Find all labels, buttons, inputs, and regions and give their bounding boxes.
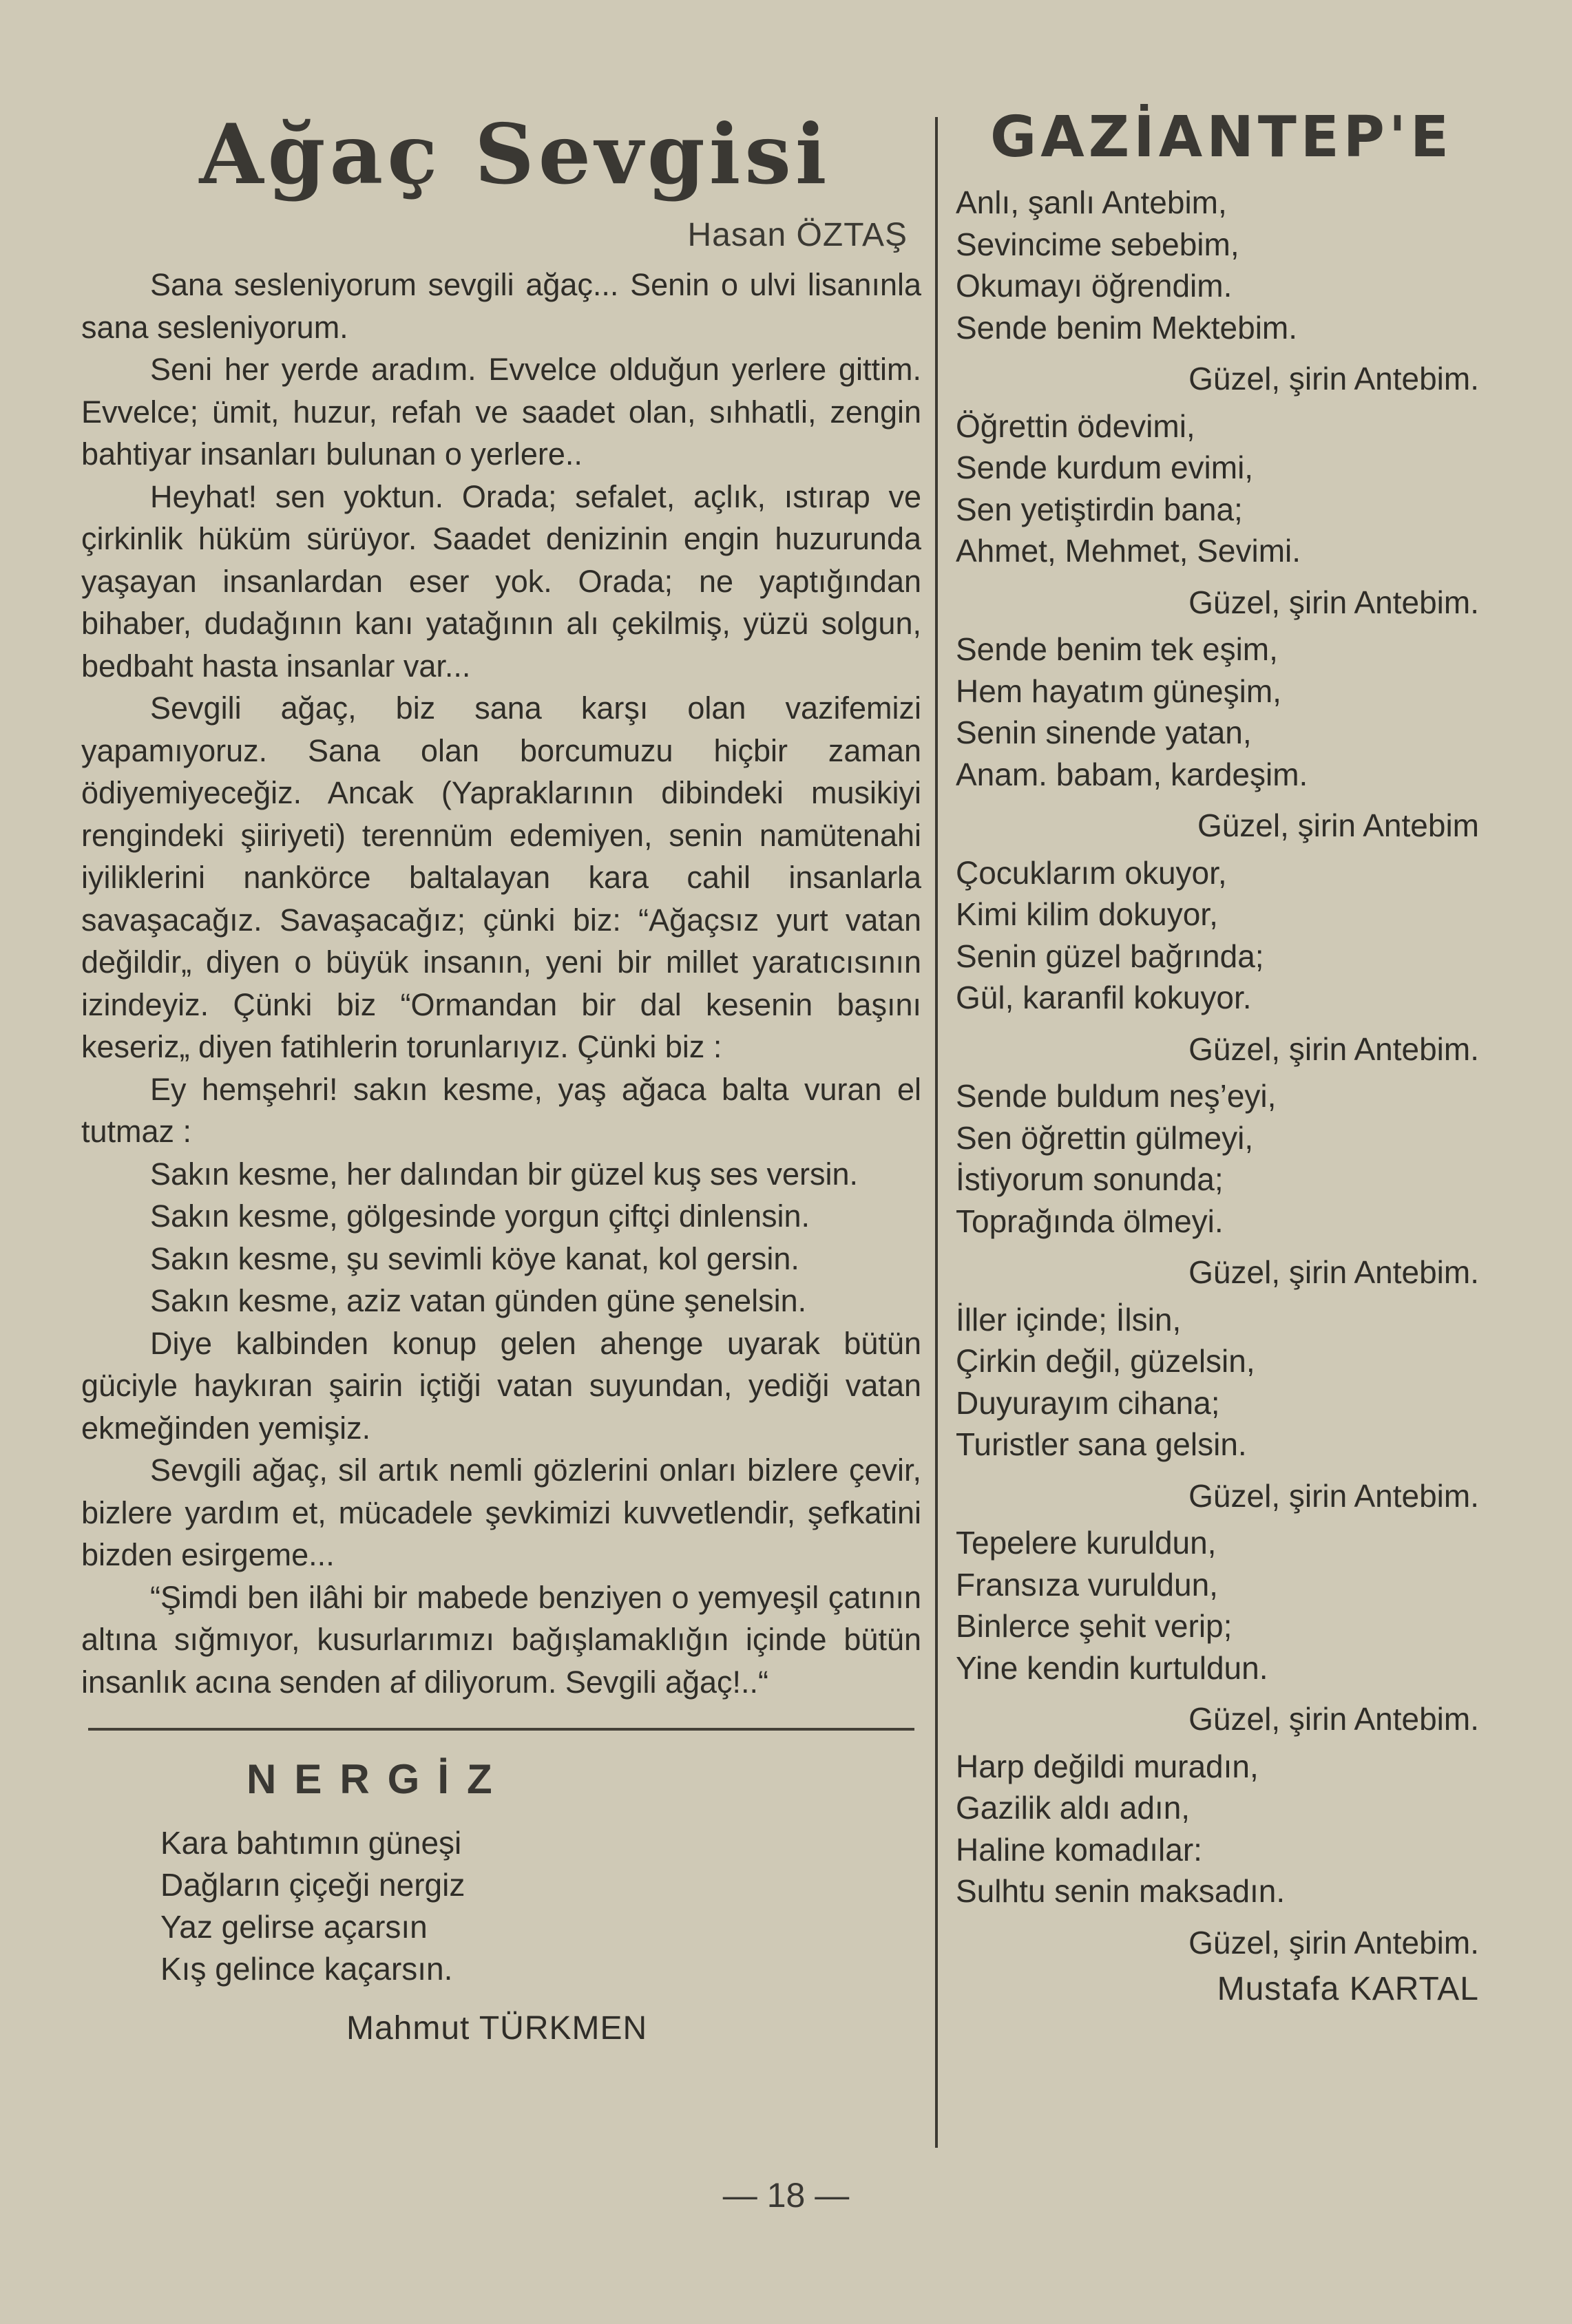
- article-verse: Ey hemşehri! sakın kesme, yaş ağaca balta vuran el tutmaz :: [81, 1071, 921, 1149]
- poem-line: Yaz gelirse açarsın: [160, 1909, 428, 1945]
- nergiz-title: NERGİZ: [247, 1756, 510, 1802]
- poem-stanza: [956, 182, 1479, 400]
- poem-line: Toprağında ölmeyi.: [956, 1203, 1224, 1239]
- left-column: [81, 103, 921, 2047]
- poem-line: Sende benim Mektebim.: [956, 309, 1298, 346]
- article-paragraph: Seni her yerde aradım. Evvelce olduğun yerlere gittim. Evvelce; ümit, huzur, refah ve saadet olan, sıhhatli, zengin bahtiyar insanları bulunan o yerlere..: [81, 352, 921, 472]
- poem-stanzas: [956, 182, 1479, 1963]
- page-number: — 18 —: [722, 2176, 850, 2215]
- poem-line: Gül, karanfil kokuyor.: [956, 980, 1252, 1015]
- poem-line: İstiyorum sonunda;: [956, 1161, 1224, 1197]
- article-verse: Sakın kesme, gölgesinde yorgun çiftçi dinlensin.: [150, 1198, 810, 1234]
- article-paragraph: Sevgili ağaç, biz sana karşı olan vazifemizi yapamıyoruz. Sana olan borcumuzu hiçbir zaman ödiyemiyeceğiz. Ancak (Yapraklarının dibindeki musikiyi rengindeki şiiriyeti) terennüm edemiyen, senin namütenahi iyiliklerini nankörce baltalayan kara cahil insanlarla savaşacağız. Savaşacağız; çünki biz: “Ağaçsız yurt vatan değildir„ diyen o büyük insanın, yeni bir millet yaratıcısının izindeyiz. Çünki biz “Ormandan bir dal kesenin başını keseriz„ diyen fatihlerin torunlarıyız. Çünki biz :: [81, 690, 921, 1064]
- poem-line: Senin güzel bağrında;: [956, 938, 1264, 974]
- poem-stanza: [956, 628, 1479, 847]
- poem-line: Binlerce şehit verip;: [956, 1608, 1233, 1644]
- article-title: Ağaç Sevgisi: [199, 106, 831, 203]
- poem-line: Kimi kilim dokuyor,: [956, 896, 1218, 932]
- right-column: [956, 103, 1479, 2008]
- poem-line: Yine kendin kurtuldun.: [956, 1649, 1268, 1686]
- article-body: [81, 264, 921, 1703]
- article-paragraph: Sana sesleniyorum sevgili ağaç... Senin o ulvi lisanınla sana sesleniyorum.: [81, 267, 921, 345]
- poem-line: Gazilik aldı adın,: [956, 1790, 1191, 1826]
- column-divider: [935, 117, 938, 2148]
- poem-stanza: [956, 1522, 1479, 1740]
- poem-line: Çirkin değil, güzelsin,: [956, 1343, 1255, 1379]
- poem-line: Sulhtu senin maksadın.: [956, 1873, 1286, 1909]
- article-verse: Sakın kesme, aziz vatan günden güne şenelsin.: [150, 1283, 807, 1318]
- poem-line: Ahmet, Mehmet, Sevimi.: [956, 533, 1301, 569]
- poem-line: Sen öğrettin gülmeyi,: [956, 1119, 1254, 1156]
- poem-line: Sevincime sebebim,: [956, 226, 1239, 262]
- poem-refrain: Güzel, şirin Antebim.: [1188, 1701, 1479, 1737]
- poem-line: Harp değildi muradın,: [956, 1748, 1259, 1784]
- nergiz-author: Mahmut TÜRKMEN: [346, 2010, 648, 2047]
- poem-stanza: [956, 1746, 1479, 1964]
- poem-line: Turistler sana gelsin.: [956, 1426, 1247, 1462]
- poem-stanza: [956, 405, 1479, 624]
- poem-refrain: Güzel, şirin Antebim: [1197, 807, 1479, 843]
- poem-stanza: [956, 1075, 1479, 1293]
- poem-line: Çocuklarım okuyor,: [956, 854, 1227, 891]
- section-divider: [88, 1728, 914, 1731]
- poem-line: Öğrettin ödevimi,: [956, 408, 1195, 444]
- nergiz-poem: [160, 1822, 921, 1990]
- poem-line: Sende benim tek eşim,: [956, 631, 1278, 667]
- article-verse: Sakın kesme, şu sevimli köye kanat, kol gersin.: [150, 1240, 799, 1276]
- poem-refrain: Güzel, şirin Antebim.: [1188, 361, 1479, 397]
- poem-line: Hem hayatım güneşim,: [956, 673, 1281, 709]
- poem-stanza: [956, 1299, 1479, 1517]
- article-paragraph: “Şimdi ben ilâhi bir mabede benziyen o yemyeşil çatının altına sığmıyor, kusurlarımızı bağışlamaklığın içinde bütün insanlık acına senden af diliyorum. Sevgili ağaç!..“: [81, 1579, 921, 1700]
- article-paragraph: Sevgili ağaç, sil artık nemli gözlerini onları bizlere çevir, bizlere yardım et, mücadele şevkimizi kuvvetlendir, şefkatini bizden esirgeme...: [81, 1452, 921, 1572]
- poem-line: Senin sinende yatan,: [956, 715, 1252, 750]
- article-paragraph: Diye kalbinden konup gelen ahenge uyarak bütün güciyle haykıran şairin içtiği vatan suyundan, yediği vatan ekmeğinden yemişiz.: [81, 1325, 921, 1446]
- poem-line: Sende buldum neş’eyi,: [956, 1078, 1277, 1114]
- poem-line: Sen yetiştirdin bana;: [956, 491, 1243, 527]
- article-paragraph: Heyhat! sen yoktun. Orada; sefalet, açlık, ıstırap ve çirkinlik hüküm sürüyor. Saadet denizinin engin huzurunda yaşayan insanlardan eser yok. Orada; ne yaptığından bihaber, dudağının kanı yatağının alı çekilmiş, yüzü solgun, bedbaht hasta insanlar var...: [81, 478, 921, 684]
- poem-line: Haline komadılar:: [956, 1831, 1202, 1868]
- poem-line: İller içinde; İlsin,: [956, 1301, 1182, 1338]
- poem-line: Anam. babam, kardeşim.: [956, 756, 1308, 792]
- article-author: Hasan ÖZTAŞ: [687, 217, 908, 253]
- poem-line: Duyurayım cihana;: [956, 1384, 1220, 1421]
- poem-refrain: Güzel, şirin Antebim.: [1188, 584, 1479, 620]
- poem-line: Dağların çiçeği nergiz: [160, 1867, 465, 1903]
- poem-line: Okumayı öğrendim.: [956, 268, 1233, 304]
- poem-line: Anlı, şanlı Antebim,: [956, 184, 1227, 220]
- poem-line: Kış gelince kaçarsın.: [160, 1951, 453, 1987]
- poem-title: GAZİANTEP'E: [990, 105, 1453, 170]
- poem-refrain: Güzel, şirin Antebim.: [1188, 1254, 1479, 1290]
- poem-refrain: Güzel, şirin Antebim.: [1188, 1031, 1479, 1067]
- article-verse: Sakın kesme, her dalından bir güzel kuş ses versin.: [150, 1156, 859, 1192]
- poem-line: Sende kurdum evimi,: [956, 450, 1254, 485]
- poem-author: Mustafa KARTAL: [1217, 1971, 1479, 2007]
- poem-line: Kara bahtımın güneşi: [160, 1825, 462, 1861]
- poem-refrain: Güzel, şirin Antebim.: [1188, 1924, 1479, 1961]
- poem-line: Fransıza vuruldun,: [956, 1566, 1218, 1603]
- poem-refrain: Güzel, şirin Antebim.: [1188, 1477, 1479, 1514]
- poem-line: Tepelere kuruldun,: [956, 1525, 1217, 1561]
- poem-stanza: [956, 852, 1479, 1070]
